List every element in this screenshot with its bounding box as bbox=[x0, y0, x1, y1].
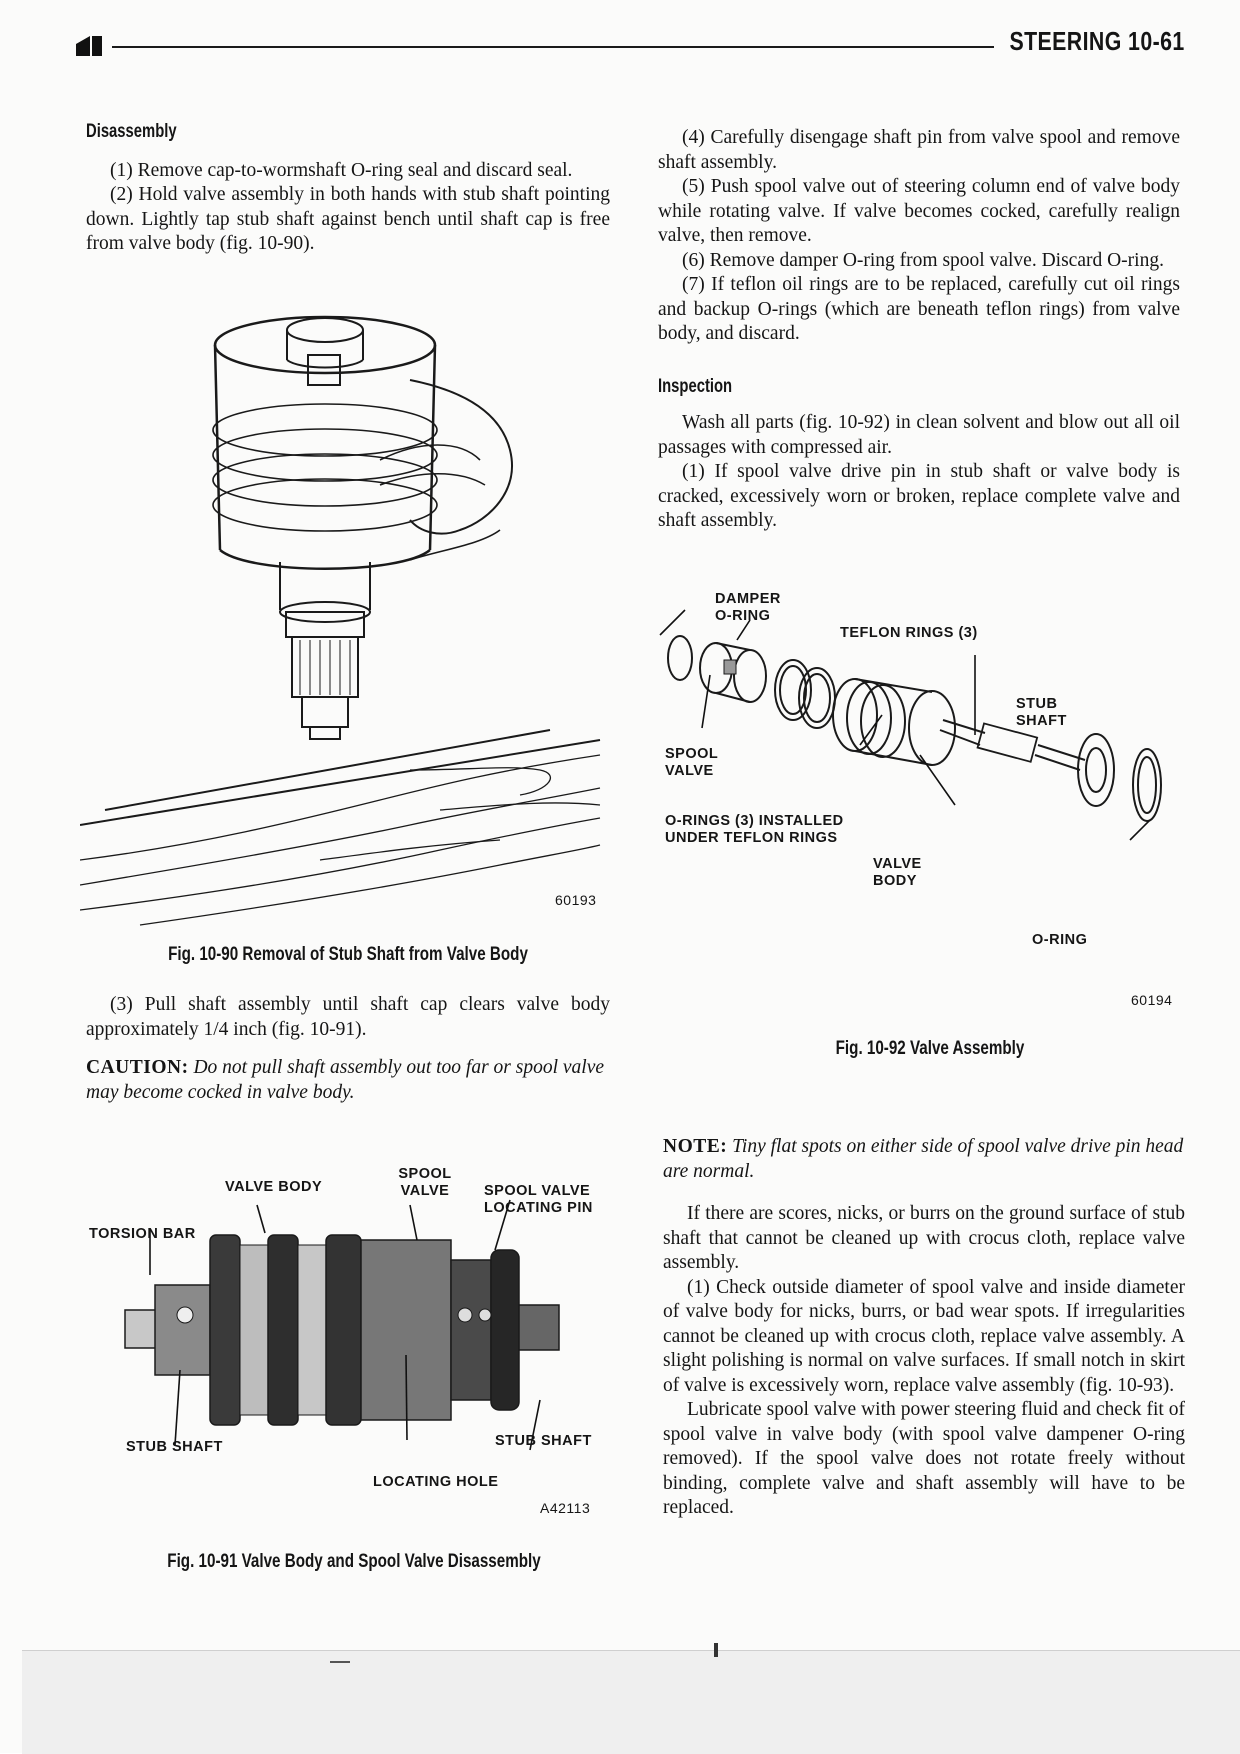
note-block bbox=[663, 1135, 1185, 1184]
fig-10-92-label-damper-oring bbox=[715, 591, 785, 625]
page-bottom-dash bbox=[330, 1661, 350, 1663]
fig-10-92-label-spool-valve: SPOOL VALVE bbox=[665, 746, 718, 779]
fig-10-92-number: 60194 bbox=[1131, 992, 1173, 1008]
fig-10-91-label-spool-valve: SPOOL VALVE bbox=[398, 1166, 452, 1199]
fig-10-91-number: A42113 bbox=[540, 1500, 591, 1516]
page-bottom-edge bbox=[22, 1650, 1240, 1754]
fig-10-91-label-torsion-bar: TORSION BAR bbox=[89, 1226, 196, 1242]
inspection-check-diameter: (1) Check outside diameter of spool valve and inside diameter of valve body for nicks, burrs, or bad wear spots. If irregularities cannot be cleaned up with crocus cloth, replace valve assembly. A slight polishing is normal on valve surfaces. If small notch in skirt of valve is excessively worn, replace valve assembly (fig. 10-93). bbox=[663, 1276, 1185, 1396]
fig-10-91-caption-text: Fig. 10-91 Valve Body and Spool Valve Disassembly bbox=[167, 1551, 541, 1572]
right-column-bottom bbox=[663, 1135, 1185, 1521]
disassembly-step-6: (6) Remove damper O-ring from spool valve. Discard O-ring. bbox=[682, 249, 1164, 271]
note-label: NOTE: bbox=[663, 1136, 728, 1157]
fig-10-92-label-valve-body: VALVE BODY bbox=[873, 856, 922, 889]
running-head: STEERING 10-61 bbox=[1009, 26, 1185, 56]
disassembly-step-5: (5) Push spool valve out of steering column end of valve body while rotating valve. If valve becomes cocked, carefully realign valve, then remove. bbox=[658, 176, 1180, 246]
fig-10-91-label-stub-shaft-left: STUB SHAFT bbox=[126, 1439, 223, 1455]
inspection-intro: Wash all parts (fig. 10-92) in clean solvent and blow out all oil passages with compressed air. bbox=[658, 412, 1180, 458]
page-bottom-mark bbox=[714, 1643, 718, 1657]
fig-10-90-illustration bbox=[80, 300, 620, 930]
inspection-ground-surface: If there are scores, nicks, or burrs on the ground surface of stub shaft that cannot be cleaned up with crocus cloth, replace valve assembly. bbox=[663, 1203, 1185, 1273]
fig-10-92-label-oring: O-RING bbox=[1032, 932, 1088, 948]
caution-label: CAUTION: bbox=[86, 1057, 189, 1078]
inspection-step-1: (1) If spool valve drive pin in stub shaft or valve body is cracked, excessively worn or broken, replace complete valve and shaft assembly. bbox=[658, 461, 1180, 531]
fig-10-90-caption-text: Fig. 10-90 Removal of Stub Shaft from Valve Body bbox=[168, 944, 528, 965]
caution-block bbox=[86, 1056, 610, 1105]
disassembly-step-4: (4) Carefully disengage shaft pin from valve spool and remove shaft assembly. bbox=[658, 127, 1180, 173]
caution-text: Do not pull shaft assembly out too far or spool valve may become cocked in valve body. bbox=[86, 1057, 605, 1103]
fig-10-92-label-teflon-rings: TEFLON RINGS (3) bbox=[840, 625, 978, 641]
fig-10-92-label-orings-installed: O-RINGS (3) INSTALLED UNDER TEFLON RINGS bbox=[665, 813, 844, 846]
note-text: Tiny flat spots on either side of spool valve drive pin head are normal. bbox=[663, 1136, 1184, 1182]
disassembly-step-3: (3) Pull shaft assembly until shaft cap clears valve body approximately 1/4 inch (fig. 10-91). bbox=[86, 994, 610, 1040]
fig-10-91-label-stub-shaft-right: STUB SHAFT bbox=[495, 1433, 592, 1449]
inspection-lubricate: Lubricate spool valve with power steering fluid and check fit of spool valve in valve body (with spool valve dampener O-ring removed). If the spool valve does not rotate freely without binding, complete valve and shaft assembly will have to be replaced. bbox=[663, 1399, 1185, 1518]
disassembly-step-1: (1) Remove cap-to-wormshaft O-ring seal and discard seal. bbox=[110, 159, 573, 181]
fig-10-92-label-stub-shaft: STUB SHAFT bbox=[1016, 696, 1067, 729]
inspection-heading: Inspection bbox=[658, 375, 733, 397]
fig-10-91-label-valve-body: VALVE BODY bbox=[225, 1179, 323, 1195]
disassembly-step-2: (2) Hold valve assembly in both hands with stub shaft pointing down. Lightly tap stub shaft against bench until shaft cap is free from valve body (fig. 10-90). bbox=[86, 184, 610, 254]
disassembly-heading: Disassembly bbox=[86, 121, 177, 142]
fig-10-90-number: 60193 bbox=[555, 892, 597, 908]
left-column-top bbox=[86, 120, 610, 257]
fig-10-91-label-locating-hole: LOCATING HOLE bbox=[373, 1474, 499, 1490]
fig-10-92-label-damper-oring-text: DAMPER O-RING bbox=[715, 591, 781, 624]
section-tab-mark bbox=[76, 36, 104, 56]
fig-10-92-caption-text: Fig. 10-92 Valve Assembly bbox=[835, 1038, 1025, 1059]
right-column-top bbox=[658, 126, 1180, 534]
left-column-middle bbox=[86, 993, 610, 1105]
fig-10-91-label-locating-pin: SPOOL VALVE LOCATING PIN bbox=[484, 1183, 593, 1216]
header-rule bbox=[112, 46, 994, 48]
disassembly-step-7: (7) If teflon oil rings are to be replaced, carefully cut oil rings and backup O-rings (which are beneath teflon rings) from valve body, and discard. bbox=[658, 274, 1180, 344]
